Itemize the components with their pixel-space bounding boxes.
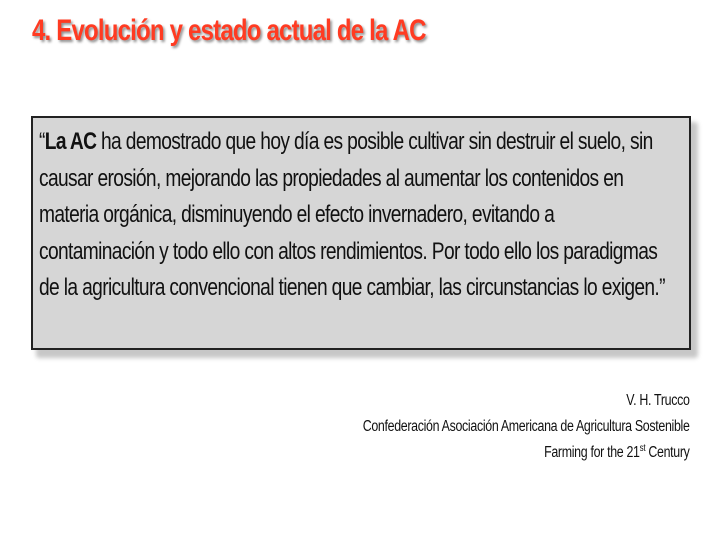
attribution-event: [363, 440, 690, 466]
attribution-author: V. H. Trucco: [626, 392, 690, 409]
quote-box: [31, 116, 691, 350]
attribution: [363, 388, 690, 466]
quote-text: [39, 124, 671, 307]
quote-open-mark: “: [39, 128, 45, 155]
quote-lead: La AC: [44, 128, 97, 155]
attribution-event-suffix: Century: [645, 444, 690, 461]
quote-body: ha demostrado que hoy día es posible cultivar sin destruir el suelo, sin causar erosión, mejorando las propiedades al aumentar los contenidos en materia orgánica, disminuyendo el efecto invernadero, evitando a contaminación y todo ello con altos rendimientos. Por todo ello los paradigmas de la agricultura convencional tienen que cambiar, las circunstancias lo exigen.: [39, 128, 660, 302]
attribution-event-prefix: Farming for the 21: [544, 444, 641, 461]
quote-close-mark: ”: [659, 274, 665, 302]
attribution-organization: Confederación Asociación Americana de Agricultura Sostenible: [363, 418, 690, 435]
slide-title: 4. Evolución y estado actual de la AC: [32, 14, 426, 47]
attribution-event-superscript: st: [640, 443, 646, 454]
